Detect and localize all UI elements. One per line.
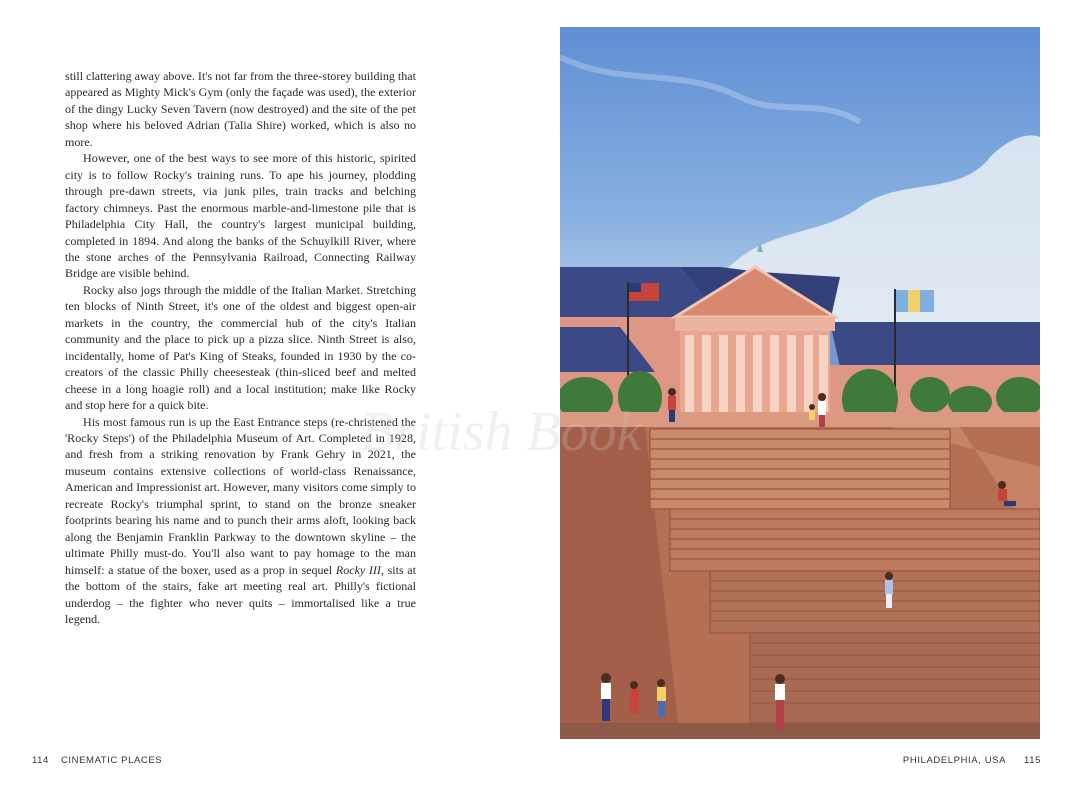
left-page-number: 114 [32, 755, 49, 766]
left-page-footer [32, 755, 162, 766]
paragraph-4-part-a: His most famous run is up the East Entrance steps (re-christened the 'Rocky Steps') of the Philadelphia Museum of Art. Completed in 1928, and fresh from a striking renovation by Frank Gehry in 2021, the museum contains extensive collections of world-class Renaissance, American and Impressionist art. However, many visitors come simply to recreate Rocky's triumphal sprint, to stand on the bronze sneaker footprints bearing his name and to punch their arms aloft, looking back along the Benjamin Franklin Parkway to the downtown skyline – the ultimate Philly must-do. You'll also want to pay homage to the man himself: a statue of the boxer, used as a prop in sequel [65, 414, 416, 577]
right-wing-roof [830, 322, 1040, 367]
ground-plaza [560, 723, 1040, 739]
person-top-left [668, 388, 676, 422]
left-running-head: CINEMATIC PLACES [60, 755, 163, 766]
paragraph-4-part-b: , sits at the bottom of the stairs, fake art meeting real art. Philly's fictional underdog – the fighter who never quits – immortalised like a true legend. [65, 562, 416, 626]
watermark: British Book [360, 401, 642, 463]
paragraph-2: However, one of the best ways to see more of this historic, spirited city is to follow Rocky's training runs. To ape his journey, plodding through pre-dawn streets, via junk piles, train tracks and belching factory chimneys. Past the enormous marble-and-limestone pile that is Philadelphia City Hall, the country's largest municipal building, completed in 1894. And along the banks of the Schuylkill River, where the stone arches of the Pennsylvania Railroad, Connecting Railway Bridge are visible behind. [65, 151, 416, 281]
paragraph-4 [65, 414, 416, 628]
film-title-italic: Rocky III [335, 562, 381, 577]
right-page-number: 115 [1024, 755, 1041, 766]
right-page-footer [903, 755, 1041, 766]
paragraph-3: Rocky also jogs through the middle of the Italian Market. Stretching ten blocks of Ninth Street, it's one of the oldest and biggest open-air markets in the country, the commercial hub of the city's Italian community and the place to pick up a pizza slice. Ninth Street is also, incidentally, home of Pat's King of Steaks, founded in 1930 by the co-creators of the classic Philly cheesesteak (thin-sliced beef and melted cheese in a long hoagie roll) and a local institution; make like Rocky and stop here for a quick bite. [65, 282, 416, 413]
entablature [675, 317, 835, 331]
paragraph-1: still clattering away above. It's not far from the three-storey building that appeared as Mighty Mick's Gym (only the façade was used), the exterior of the dingy Lucky Seven Tavern (now destroyed) and the site of the pet shop where his beloved Adrian (Talia Shire) worked, which is also no more. [65, 69, 416, 149]
museum-steps-illustration [560, 27, 1040, 739]
left-page-body-text [65, 68, 416, 627]
right-running-head: PHILADELPHIA, USA [902, 755, 1007, 766]
person-running-steps [885, 572, 893, 608]
person-bottom-right [775, 674, 785, 730]
